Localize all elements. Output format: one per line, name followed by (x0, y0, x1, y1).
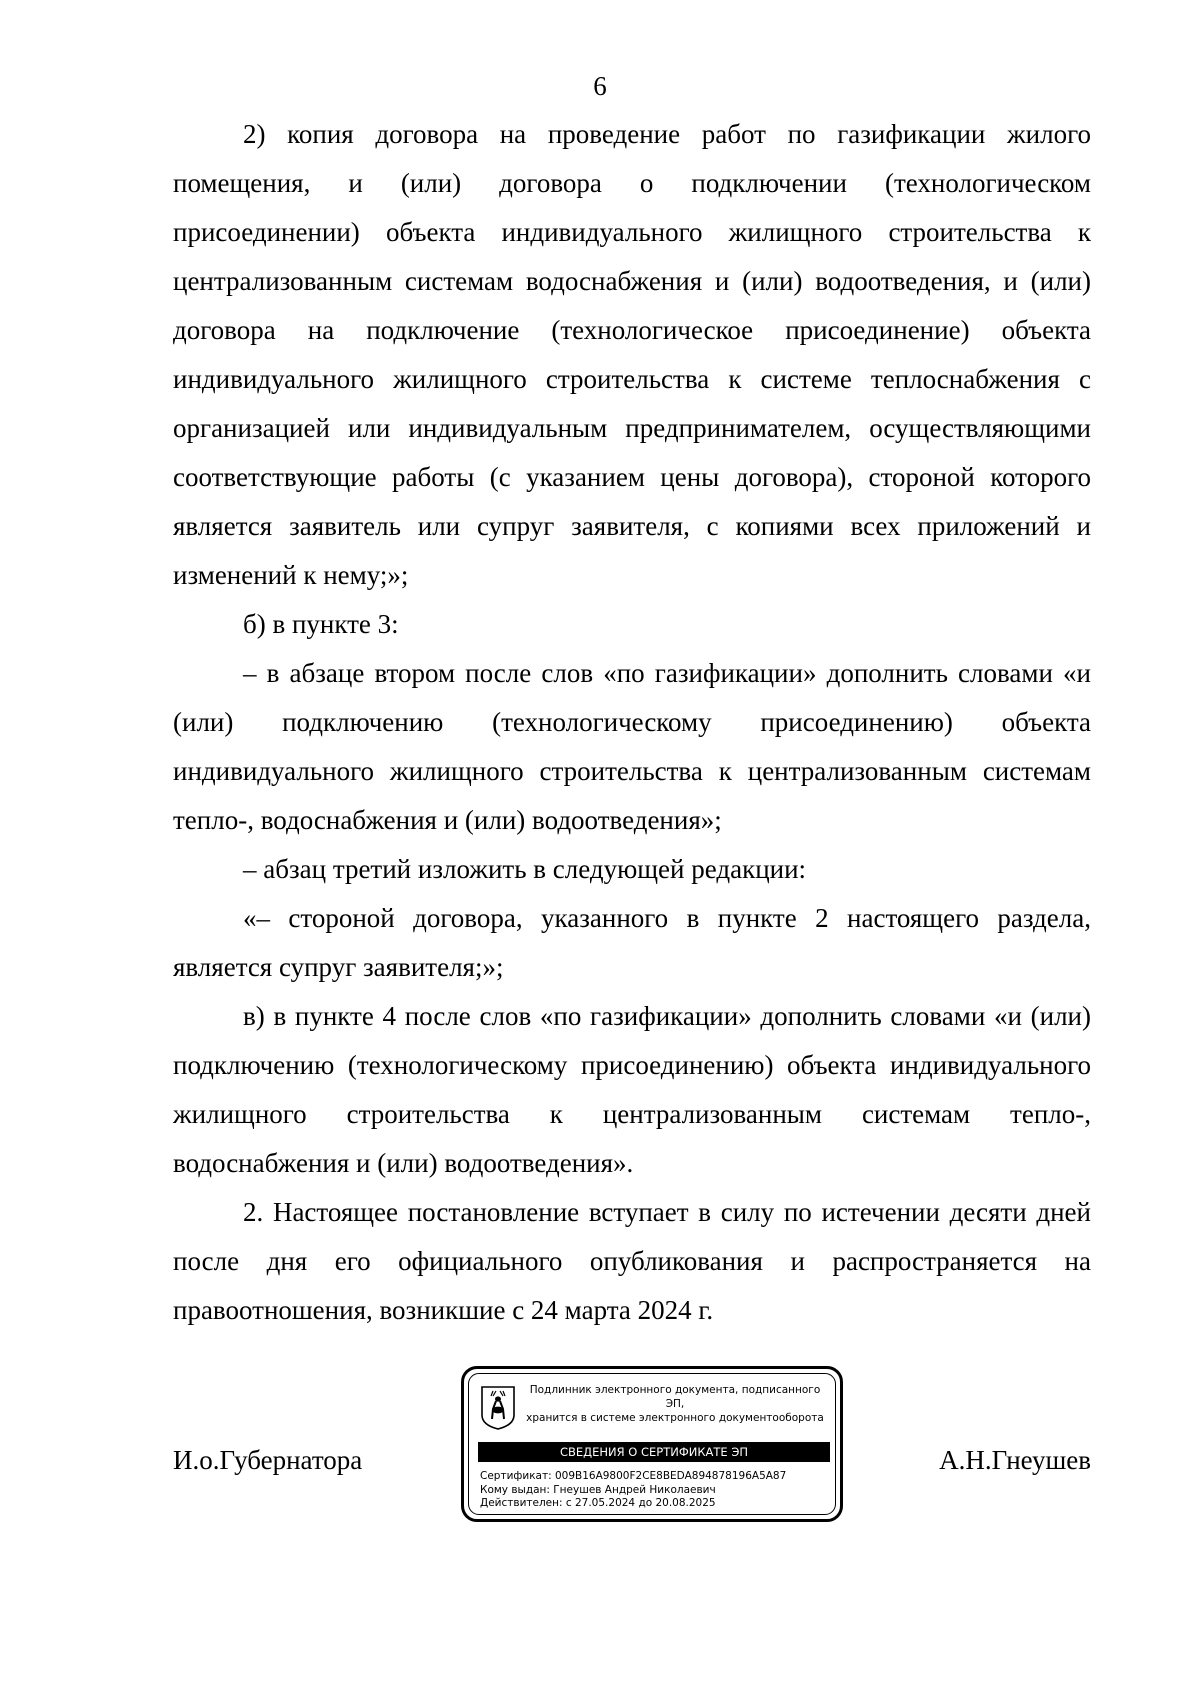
signature-block (173, 1366, 1091, 1526)
paragraph-item-b: б) в пункте 3: (243, 609, 399, 639)
coat-of-arms-icon (480, 1385, 516, 1431)
stamp-note (520, 1383, 830, 1425)
stamp-note-line-2: хранится в системе электронного документооборота (526, 1412, 824, 1424)
signatory-title: И.о.Губернатора (173, 1445, 363, 1475)
paragraph-abzac-2: – в абзаце втором после слов «по газификации» дополнить словами «и (или) подключению (технологическому присоединению) объекта индивидуального жилищного строительства к централизованным системам тепло-, водоснабжения и (или) водоотведения»; (173, 658, 1091, 835)
paragraph-abzac-3-text: «– стороной договора, указанного в пункте 2 настоящего раздела, является супруг заявителя;»; (173, 903, 1091, 982)
certificate-validity: Действителен: с 27.05.2024 до 20.08.2025 (480, 1497, 716, 1509)
electronic-signature-stamp (461, 1366, 843, 1522)
stamp-header: СВЕДЕНИЯ О СЕРТИФИКАТЕ ЭП (478, 1442, 830, 1462)
page-number: 6 (593, 71, 607, 101)
certificate-owner: Кому выдан: Гнеушев Андрей Николаевич (480, 1483, 716, 1496)
document-body (173, 110, 1091, 1335)
paragraph-item-2: 2) копия договора на проведение работ по газификации жилого помещения, и (или) договора о подключении (технологическом присоединении) объекта индивидуального жилищного строительства к централизованным системам водоснабжения и (или) водоотведения, и (или) договора на подключение (технологическое присоединение) объекта индивидуального жилищного строительства к системе теплоснабжения с организацией или индивидуальным предпринимателем, осуществляющими соответствующие работы (с указанием цены договора), стороной которого является заявитель или супруг заявителя, с копиями всех приложений и изменений к нему;»; (173, 119, 1091, 590)
certificate-number: Сертификат: 009B16A9800F2CE8BEDA894878196A5A87 (480, 1470, 787, 1482)
signatory-name: А.Н.Гнеушев (939, 1445, 1091, 1475)
stamp-note-line-1: Подлинник электронного документа, подписанного ЭП, (529, 1384, 821, 1410)
paragraph-clause-2: 2. Настоящее постановление вступает в силу по истечении десяти дней после дня его официального опубликования и распространяется на правоотношения, возникшие с 24 марта 2024 г. (173, 1197, 1091, 1325)
paragraph-item-v: в) в пункте 4 после слов «по газификации» дополнить словами «и (или) подключению (технологическому присоединению) объекта индивидуального жилищного строительства к централизованным системам тепло-, водоснабжения и (или) водоотведения». (173, 1001, 1091, 1178)
paragraph-abzac-3: – абзац третий изложить в следующей редакции: (243, 854, 807, 884)
stamp-details (480, 1470, 830, 1511)
